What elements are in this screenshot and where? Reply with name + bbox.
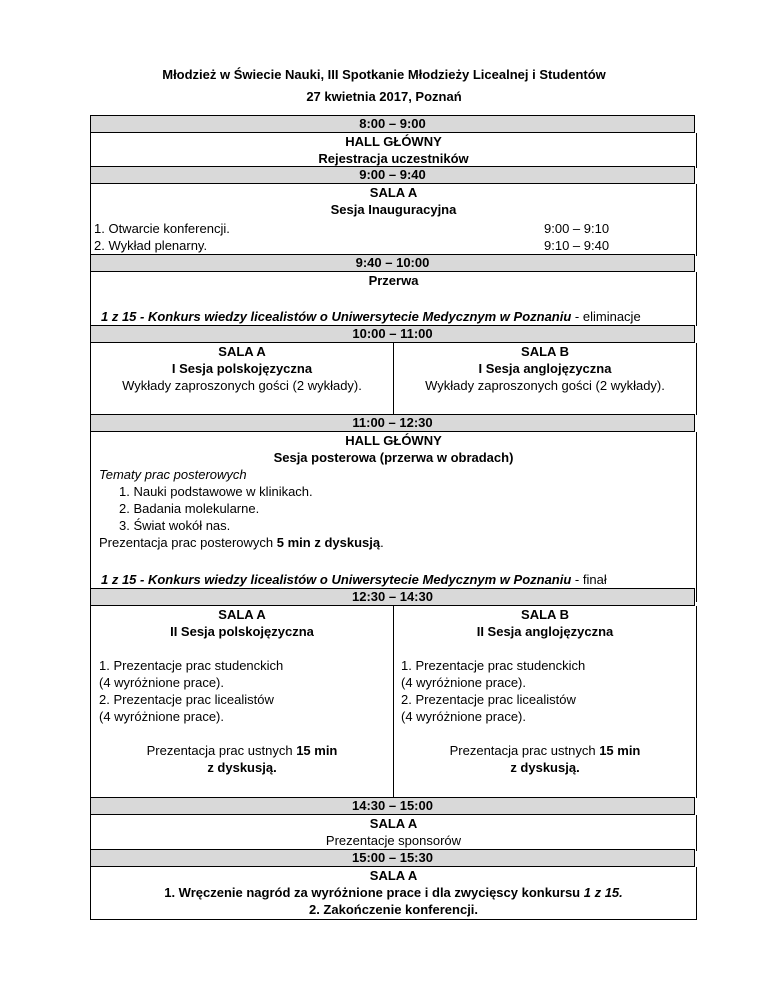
agenda-item-lecture-time: 9:10 – 9:40 [544,238,610,253]
session-note [91,742,393,776]
contest-stage: eliminacje [582,309,641,324]
block-closing [90,867,697,920]
topic-item: 3. Świat wokół nas. [119,518,231,533]
break-title: Przerwa [368,273,419,288]
room-label: SALA A [369,185,418,200]
contest-separator: - [571,572,583,587]
time-bar-5: 11:00 – 12:30 [90,414,695,432]
topic-item: 1. Nauki podstawowe w klinikach. [119,484,313,499]
note-duration: 15 min [599,743,641,758]
session-item: 1. Prezentacje prac studenckich [99,658,284,673]
contest-stage: finał [582,572,607,587]
session-title: II Sesja polskojęzyczna [170,624,314,639]
block-inaugural [90,184,697,256]
block-break [90,272,697,326]
session-description: Wykłady zaproszonych gości (2 wykłady). [122,378,362,393]
note-discussion: z dyskusją. [207,760,277,775]
room-label: SALA A [369,868,418,883]
awards-line [91,884,696,901]
contest-title: 1 z 15 - Konkurs wiedzy licealistów o Uniwersytecie Medycznym w Poznaniu [101,309,572,324]
time-bar-2: 9:00 – 9:40 [90,166,695,184]
room-label: HALL GŁÓWNY [345,134,442,149]
poster-note [99,534,384,551]
poster-note-duration: 5 min z dyskusją [276,535,381,550]
session-item: (4 wyróżnione prace). [99,675,224,690]
agenda-item-opening-time: 9:00 – 9:10 [544,221,610,236]
block-session-2 [90,606,697,798]
session-description: Wykłady zaproszonych gości (2 wykłady). [425,378,665,393]
note-text: Prezentacja prac ustnych [146,743,297,758]
time-bar-1: 8:00 – 9:00 [90,115,695,133]
session-item: (4 wyróżnione prace). [401,675,526,690]
block-poster-session [90,432,697,602]
time-bar-8: 15:00 – 15:30 [90,849,695,867]
session-items [394,657,696,725]
session-note [394,742,696,776]
agenda-item-lecture: 2. Wykład plenarny. [94,238,208,253]
room-label: HALL GŁÓWNY [345,433,442,448]
closing-line: 2. Zakończenie konferencji. [308,902,479,917]
time-bar-6: 12:30 – 14:30 [90,588,695,606]
contest-title: 1 z 15 - Konkurs wiedzy licealistów o Uniwersytecie Medycznym w Poznaniu [101,572,572,587]
session-title: I Sesja polskojęzyczna [171,361,313,376]
session-right [394,606,696,776]
session-title: I Sesja anglojęzyczna [478,361,612,376]
note-duration: 15 min [296,743,338,758]
session-title: Prezentacje sponsorów [325,833,462,848]
contest-eliminations [101,308,641,325]
room-label: SALA B [521,607,569,622]
poster-note-text: Prezentacja prac posterowych [99,535,277,550]
note-text: Prezentacja prac ustnych [449,743,600,758]
awards-text: 1. Wręczenie nagród za wyróżnione prace i dla zwycięscy konkursu [164,885,584,900]
session-item: (4 wyróżnione prace). [401,709,526,724]
agenda-item-opening: 1. Otwarcie konferencji. [94,221,230,236]
contest-separator: - [571,309,583,324]
session-item: (4 wyróżnione prace). [99,709,224,724]
block-sponsors [90,815,697,851]
contest-final [101,571,607,588]
room-label: SALA B [521,344,569,359]
session-title: Rejestracja uczestników [318,151,469,166]
session-title: II Sesja anglojęzyczna [476,624,614,639]
time-bar-3: 9:40 – 10:00 [90,254,695,272]
time-bar-4: 10:00 – 11:00 [90,325,695,343]
session-item: 2. Prezentacje prac licealistów [99,692,274,707]
session-left [91,343,393,394]
session-left [91,606,393,776]
room-label: SALA A [218,607,266,622]
block-session-1 [90,343,697,415]
session-title: Sesja Inauguracyjna [330,202,457,217]
session-right [394,343,696,394]
document-title: Młodzież w Świecie Nauki, III Spotkanie Młodzieży Licealnej i Studentów [162,67,606,82]
topic-item: 2. Badania molekularne. [119,501,260,516]
time-bar-7: 14:30 – 15:00 [90,797,695,815]
block-registration [90,133,697,168]
session-item: 2. Prezentacje prac licealistów [401,692,576,707]
awards-contest: 1 z 15. [583,885,623,900]
poster-note-end: . [380,535,384,550]
room-label: SALA A [369,816,418,831]
topics-label: Tematy prac posterowych [99,467,247,482]
session-items [91,657,393,725]
room-label: SALA A [218,344,266,359]
note-discussion: z dyskusją. [510,760,580,775]
session-title: Sesja posterowa (przerwa w obradach) [273,450,514,465]
session-item: 1. Prezentacje prac studenckich [401,658,586,673]
document-date: 27 kwietnia 2017, Poznań [306,89,462,104]
